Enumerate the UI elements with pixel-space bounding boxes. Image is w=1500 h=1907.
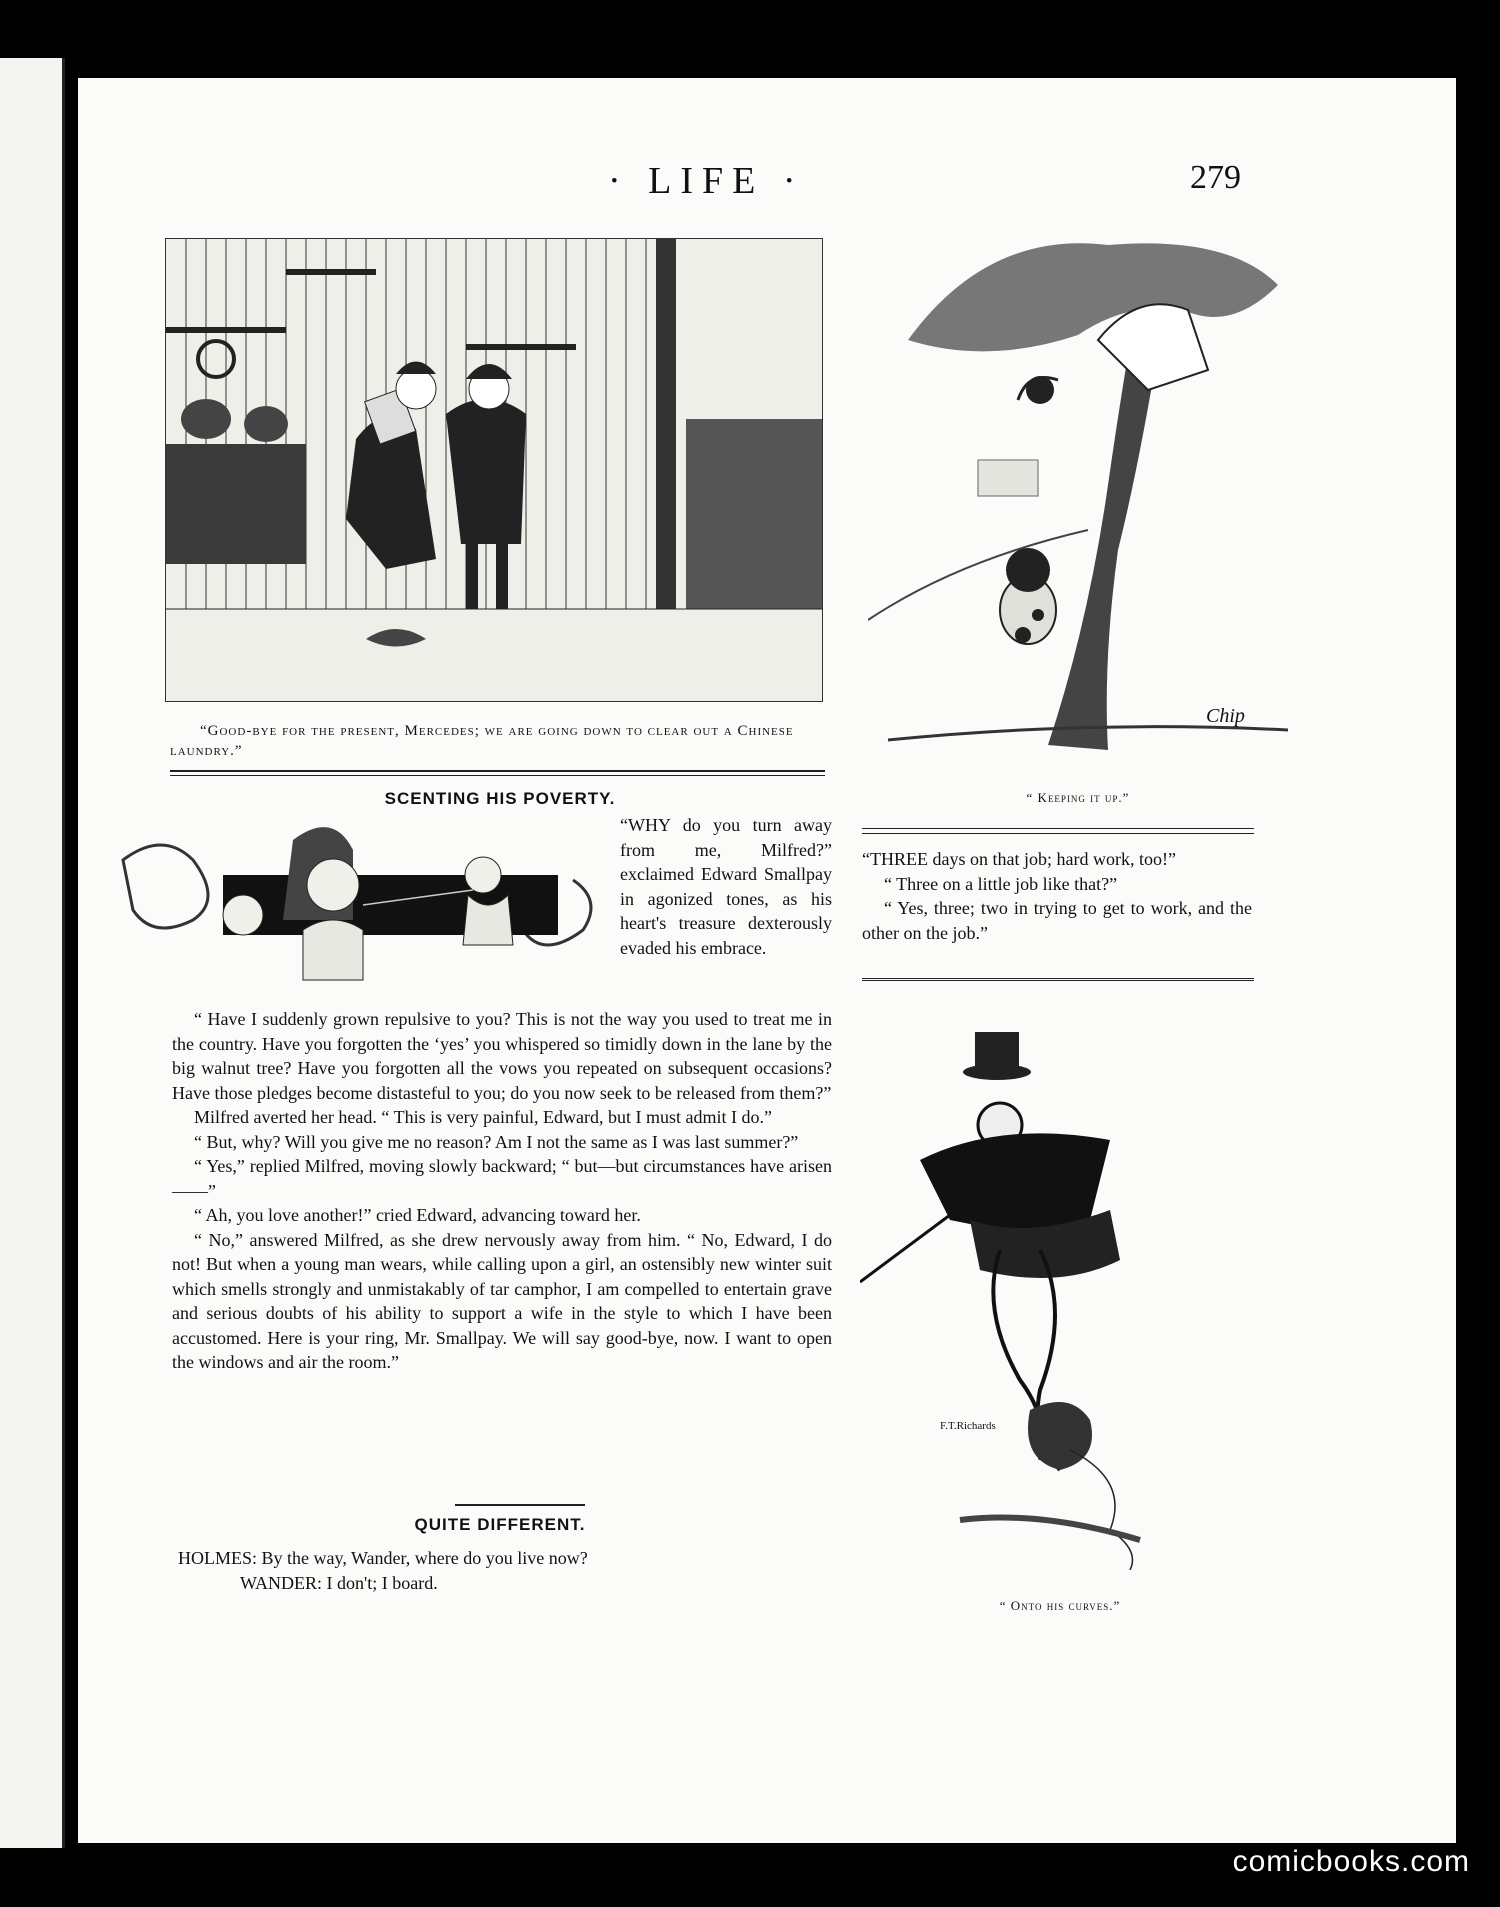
holmes-line: HOLMES: By the way, Wander, where do you live now?	[178, 1548, 588, 1568]
rule-under-three	[862, 978, 1254, 983]
quite-different-dialogue	[178, 1546, 828, 1595]
three-days-line-3: “ Yes, three; two in trying to get to work, and the other on the job.”	[862, 898, 1252, 943]
scenting-paragraph: “ No,” answered Milfred, as she drew nervously away from him. “ No, Edward, I do not! But when a young man wears, while calling upon a girl, an ostensibly new winter suit which smells strongly and unmistakably of tar camphor, I am compelled to entertain grave and serious doubts of his ability to support a wife in the style to which I have been accustomed. Here is your ring, Mr. Smallpay. We will say good-bye, now. I want to open the windows and air the room.”	[172, 1229, 832, 1372]
tree-cartoon-signature: Chip	[1206, 705, 1245, 727]
scenting-opening	[620, 813, 832, 960]
scenting-opening-text: “WHY do you turn away from me, Milfred?” exclaimed Edward Smallpay in agonized tones, as his heart's treasure dexterously evaded his embrace.	[620, 815, 832, 958]
tree-illustration	[868, 220, 1288, 760]
scenting-paragraph: “ Yes,” replied Milfred, moving slowly backward; “ but—but circumstances have arisen——”	[172, 1156, 832, 1201]
rule-above-three	[862, 833, 1254, 834]
three-days-line-2: “ Three on a little job like that?”	[884, 873, 1118, 894]
curves-caption: “ Onto his curves.”	[999, 1598, 1121, 1613]
facing-page-edge	[0, 58, 65, 1848]
short-rule	[455, 1504, 585, 1506]
masthead-title: · LIFE ·	[608, 160, 805, 202]
rule-under-laundry	[170, 770, 825, 776]
tree-caption: “ Keeping it up.”	[1026, 790, 1130, 805]
laundry-illustration	[165, 238, 823, 702]
scenting-paragraph: Milfred averted her head. “ This is very painful, Edward, but I must admit I do.”	[194, 1107, 773, 1127]
laundry-caption: “Good-bye for the present, Mercedes; we are going down to clear out a Chinese laundry.”	[170, 723, 794, 759]
rule-under-tree	[862, 828, 1254, 829]
ornamental-vignette	[113, 820, 608, 990]
scenting-body	[172, 1007, 832, 1375]
page-number: 279	[1190, 159, 1241, 196]
scenting-paragraph: “ But, why? Will you give me no reason? Am I not the same as I was last summer?”	[194, 1131, 799, 1152]
scenting-paragraph: “ Have I suddenly grown repulsive to you? This is not the way you used to treat me in the country. Have you forgotten the ‘yes’ you whispered so timidly down in the lane by the big walnut tree? Have you forgotten all the vows you repeated on subsequent occasions? Have those pledges become distasteful to you; do you now seek to be released from them?”	[172, 1009, 832, 1103]
curves-illustration	[860, 1010, 1260, 1570]
three-days-text	[862, 847, 1252, 945]
watermark: comicbooks.com	[1232, 1845, 1470, 1878]
quite-different-heading: QUITE DIFFERENT.	[414, 1515, 586, 1534]
three-days-line-1: “THREE days on that job; hard work, too!”	[862, 849, 1176, 869]
wander-line: WANDER: I don't; I board.	[240, 1572, 438, 1593]
scenting-paragraph: “ Ah, you love another!” cried Edward, advancing toward her.	[194, 1205, 641, 1225]
scenting-heading: SCENTING HIS POVERTY.	[384, 789, 616, 808]
curves-signature: F.T.Richards	[940, 1420, 996, 1432]
